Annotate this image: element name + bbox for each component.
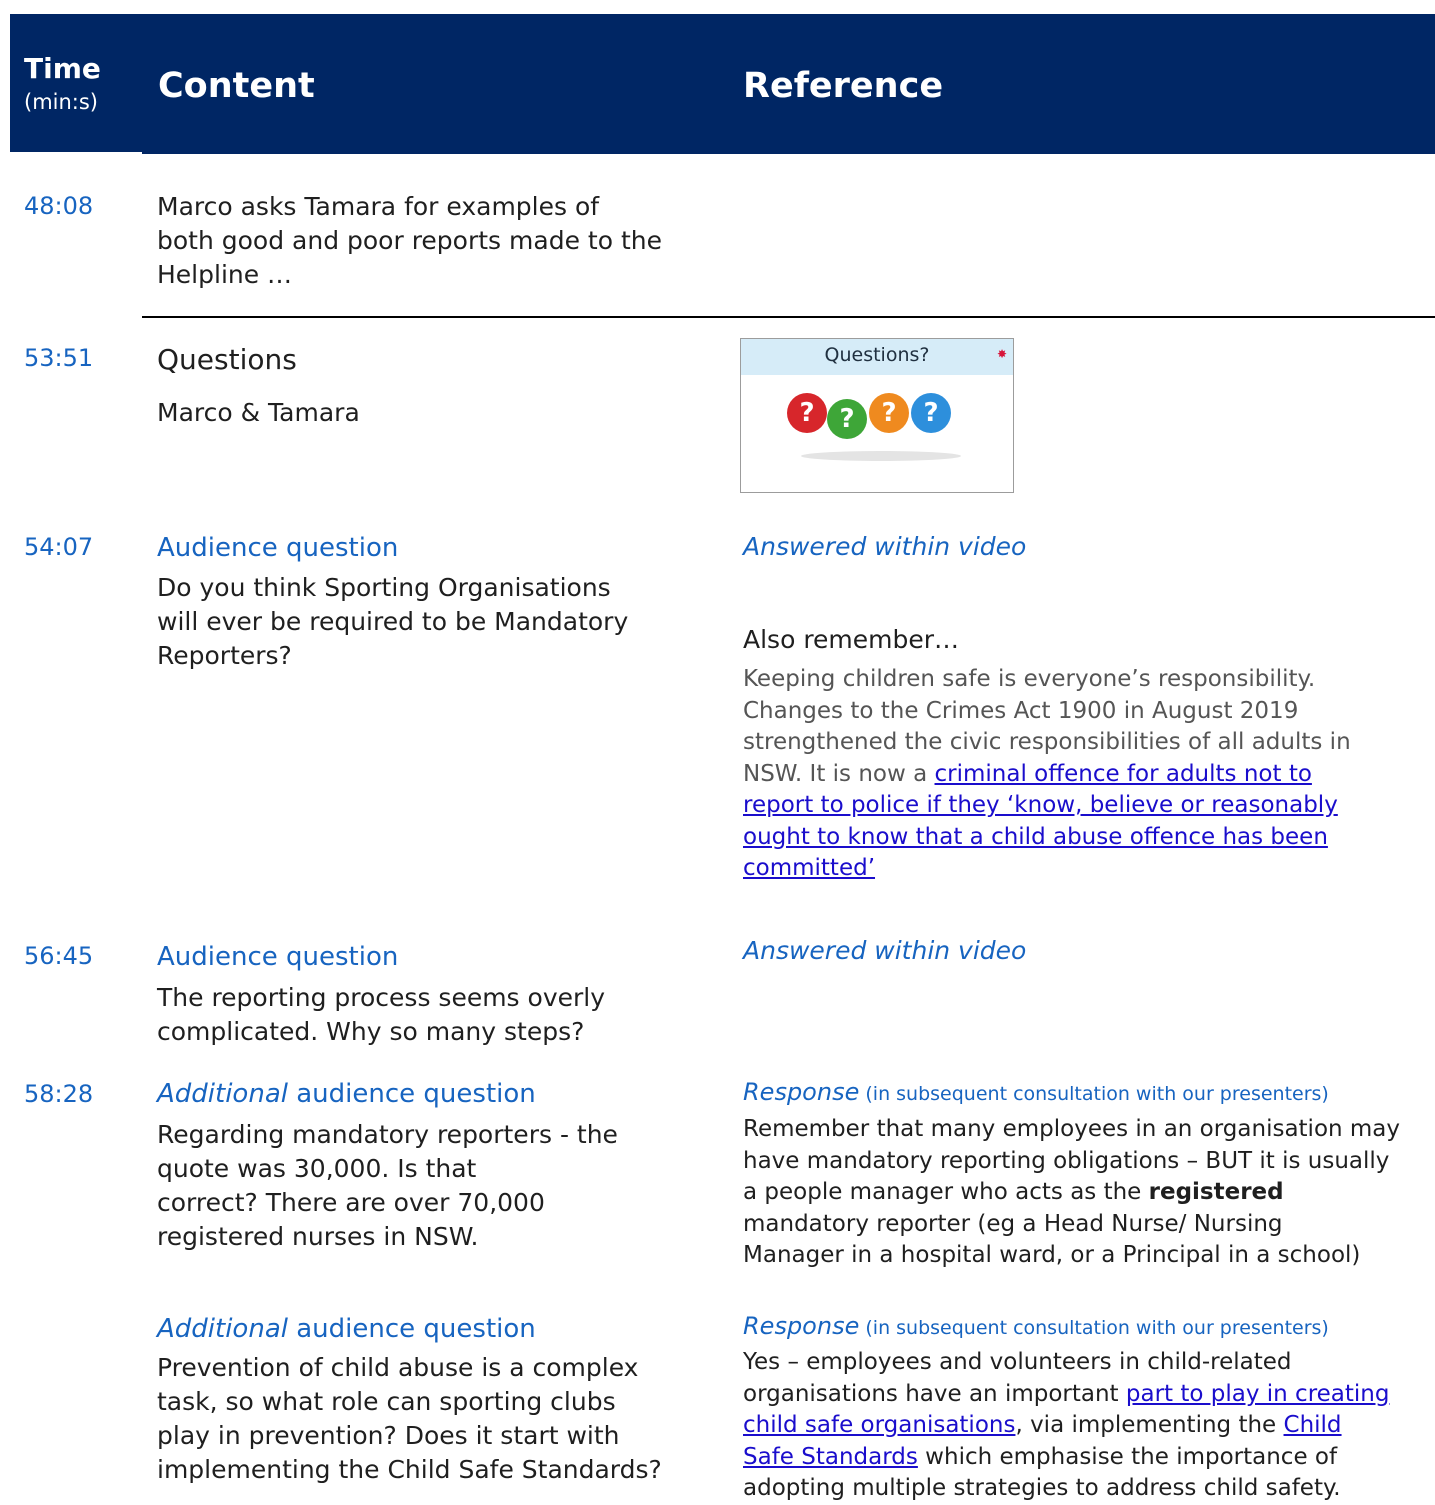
audience-question-label: Audience question (157, 533, 399, 563)
questions-slide-thumbnail (740, 338, 1014, 493)
row-title: Questions (157, 343, 297, 376)
nsw-logo-icon: ✸ (996, 347, 1007, 361)
row-time: 58:28 (24, 1080, 94, 1108)
slide-shadow (801, 451, 961, 461)
criminal-offence-link-cont[interactable]: report to police if they ‘know, believe or reasonably (743, 792, 1338, 818)
time-column-heading: Time (24, 52, 101, 85)
reference-column-heading: Reference (743, 66, 944, 106)
orange-question-bubble-icon: ? (869, 393, 909, 433)
child-safe-organisations-link[interactable]: part to play in creating (1125, 1380, 1390, 1407)
row-time: 56:45 (24, 942, 94, 970)
also-remember-text: Keeping children safe is everyone’s responsibility. Changes to the Crimes Act 1900 in August 2019 strengthened the civic responsibilities of all adults in NSW. It is now a criminal offence for adults not to report to police if they ‘know, believe or reasonably ought to know that a child abuse offence has been committed’ (743, 666, 1351, 881)
row-divider (142, 316, 1435, 318)
criminal-offence-link-cont[interactable]: committed’ (743, 855, 876, 881)
content-column-heading: Content (158, 66, 315, 106)
row-time: 54:07 (24, 533, 94, 561)
response-text: Remember that many employees in an organisation may have mandatory reporting obligations – BUT it is usually a people manager who acts as the registered mandatory reporter (eg a Head Nurse/ Nursing Manager in a hospital ward, or a Principal in a school) (743, 1116, 1401, 1268)
additional-question-label: Additional audience question (157, 1314, 536, 1344)
child-safe-standards-link-cont[interactable]: Safe Standards (743, 1443, 918, 1470)
header-divider (10, 152, 142, 154)
audience-question-text: The reporting process seems overly complicated. Why so many steps? (157, 983, 606, 1046)
audience-question-text: Prevention of child abuse is a complex task, so what role can sporting clubs play in prevention? Does it start with implementing the Child Safe Standards? (157, 1353, 662, 1484)
row-time: 53:51 (24, 344, 94, 372)
criminal-offence-link-cont[interactable]: ought to know that a child abuse offence has been (743, 823, 1328, 850)
time-unit-label: (min:s) (24, 90, 99, 114)
child-safe-organisations-link-cont[interactable]: child safe organisations (743, 1412, 1016, 1438)
audience-question-label: Audience question (157, 942, 399, 972)
response-label: Response (in subsequent consultation with our presenters) (743, 1078, 1329, 1106)
reference-note: Answered within video (743, 936, 1027, 965)
row-time: 48:08 (24, 192, 94, 220)
audience-question-text: Regarding mandatory reporters - the quote was 30,000. Is that correct? There are over 70,000 registered nurses in NSW. (157, 1120, 618, 1251)
response-label: Response (in subsequent consultation with our presenters) (743, 1312, 1329, 1340)
table-header (10, 14, 1435, 154)
row-content: Marco asks Tamara for examples of both good and poor reports made to the Helpline … (157, 192, 662, 289)
row-content: Marco & Tamara (157, 398, 360, 427)
criminal-offence-link[interactable]: criminal offence for adults not to (934, 760, 1312, 787)
reference-note: Answered within video (743, 532, 1027, 561)
response-text: Yes – employees and volunteers in child-related organisations have an important part to play in creating child safe organisations, via implementing the Child Safe Standards which emphasise the importance of adopting multiple strategies to address child safety. (743, 1349, 1390, 1501)
child-safe-standards-link[interactable]: Child (1283, 1412, 1342, 1438)
slide-title: Questions? (824, 344, 930, 366)
audience-question-text: Do you think Sporting Organisations will ever be required to be Mandatory Reporters? (157, 573, 629, 670)
blue-question-bubble-icon: ? (911, 393, 951, 433)
green-question-bubble-icon: ? (827, 399, 867, 439)
also-remember-heading: Also remember… (743, 625, 960, 654)
additional-question-label: Additional audience question (157, 1079, 536, 1109)
red-question-bubble-icon: ? (787, 393, 827, 433)
